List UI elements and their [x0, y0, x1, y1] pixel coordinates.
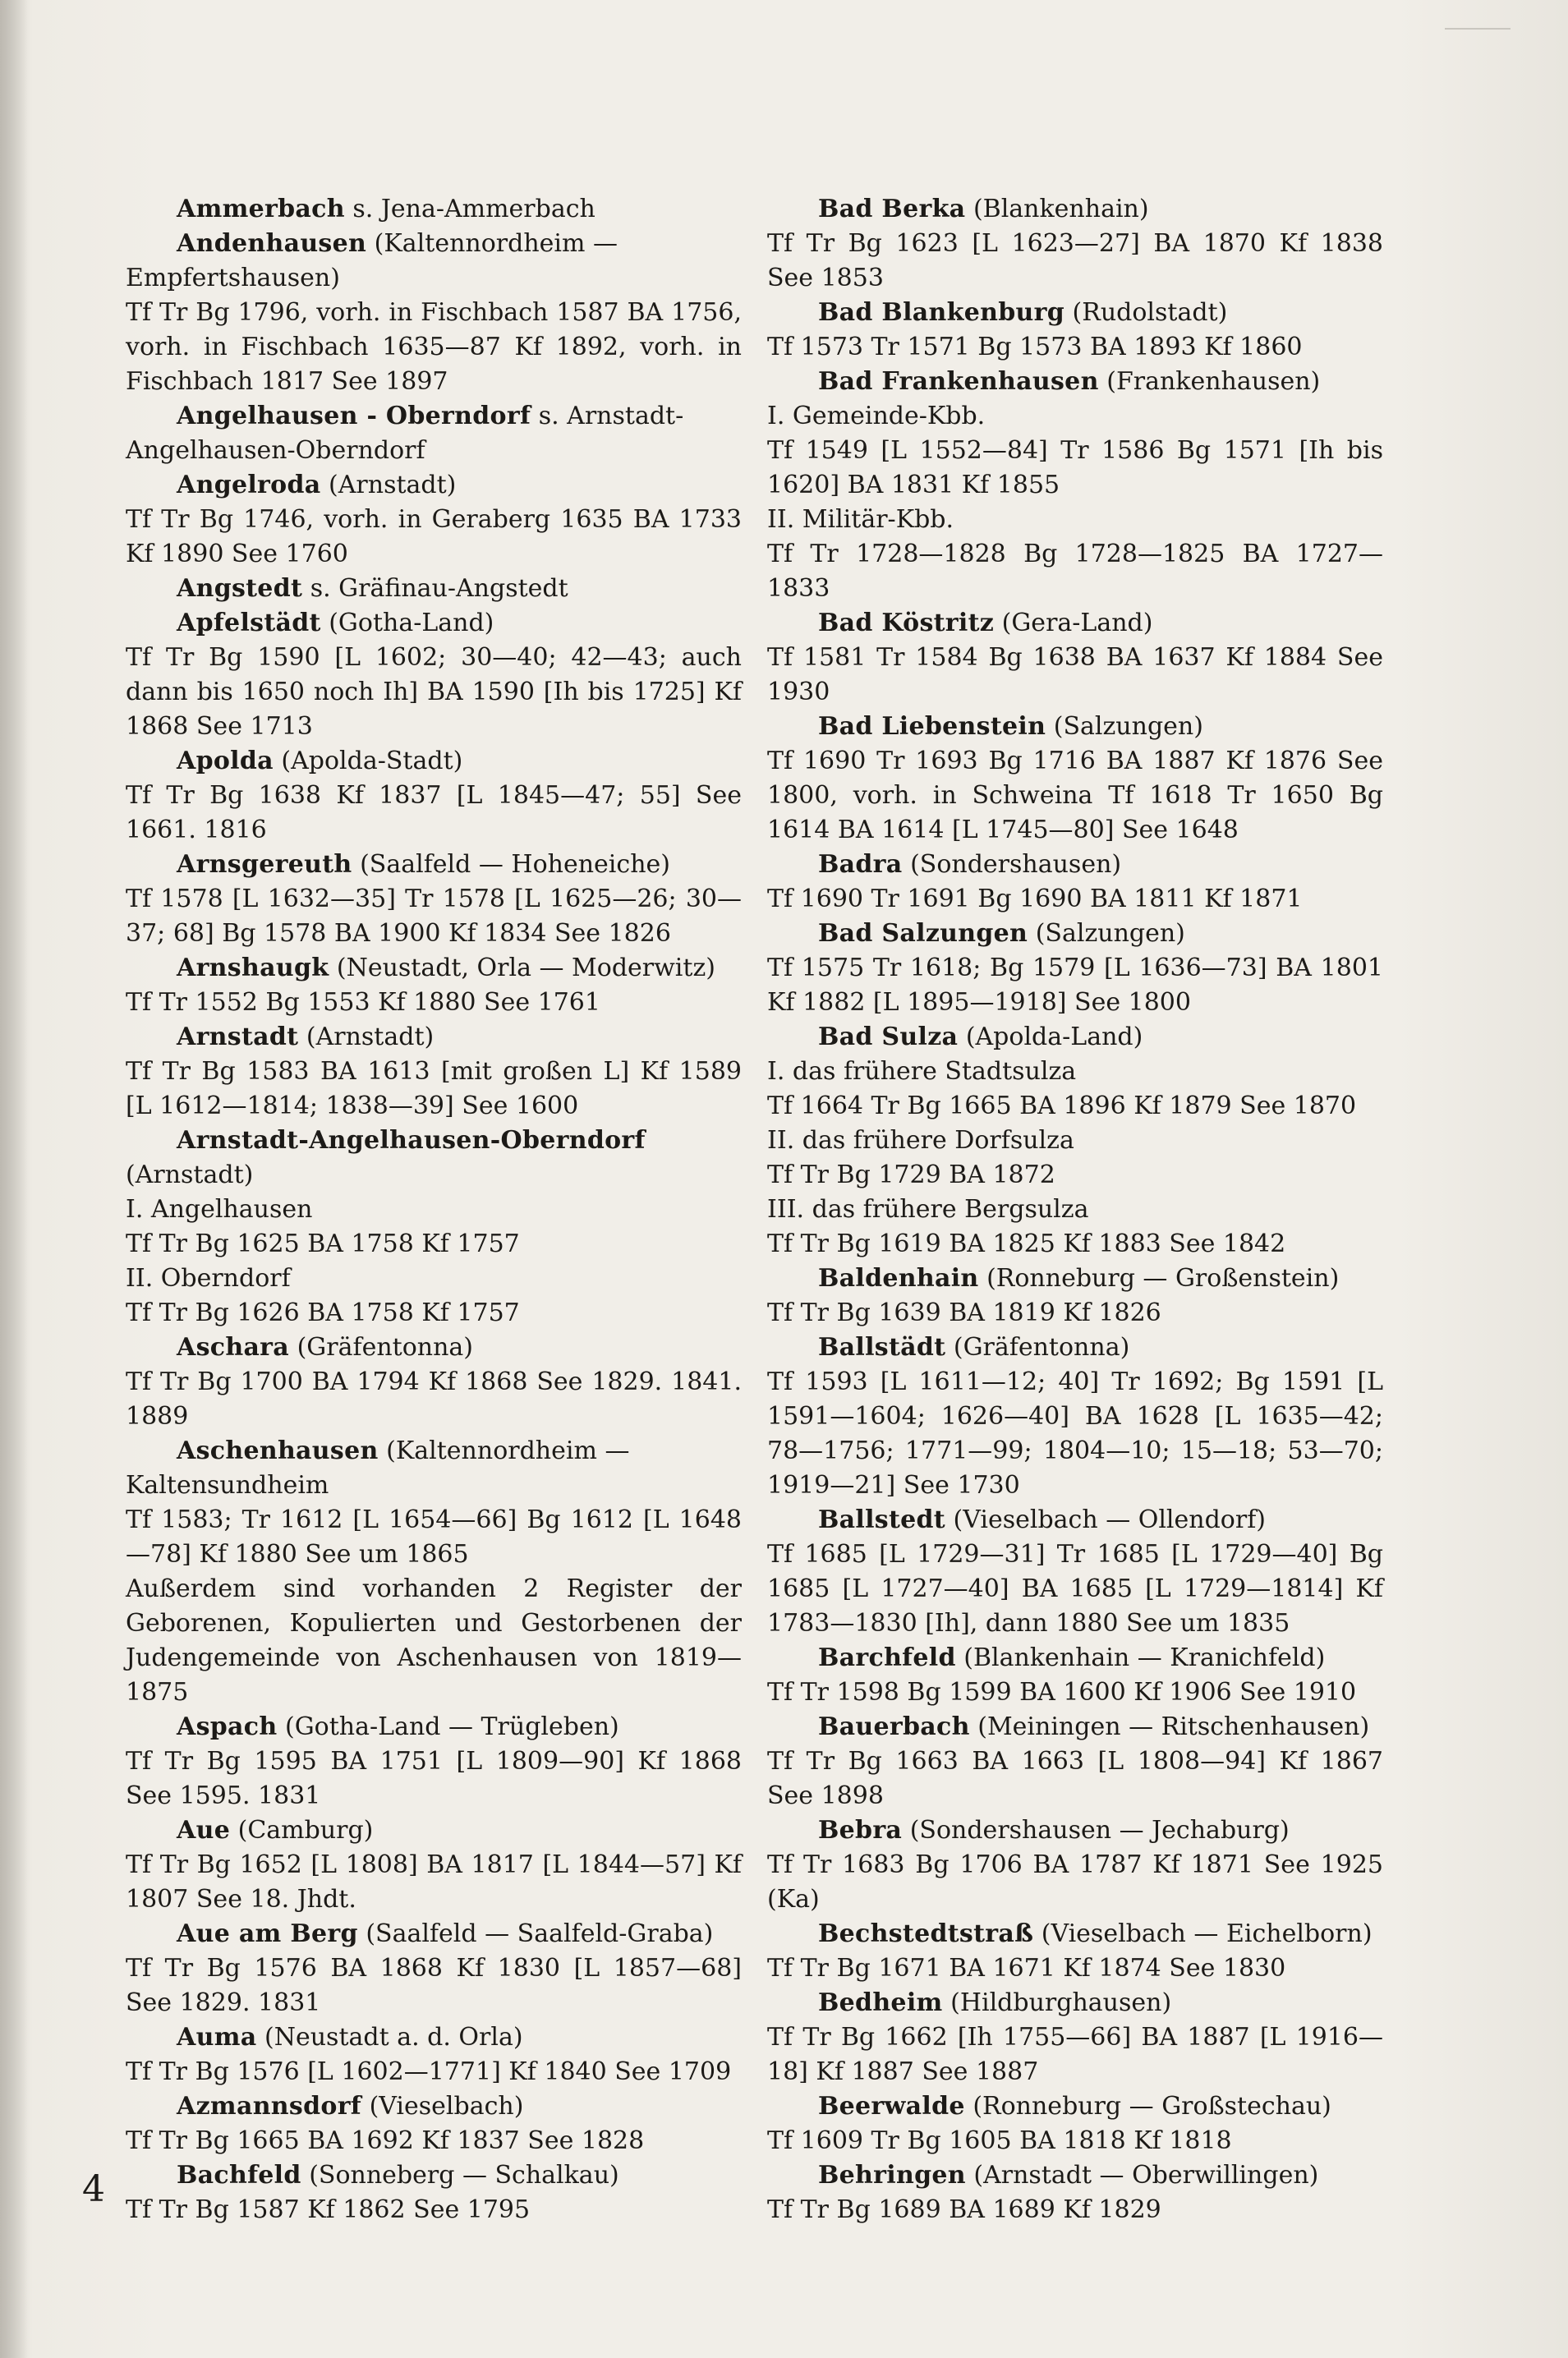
place-name: Bad Sulza: [818, 1023, 959, 1051]
place-location: s. Jena-Ammerbach: [352, 195, 595, 223]
place-name: Apolda: [177, 747, 274, 775]
left-column: [126, 192, 742, 2227]
entry-heading: [126, 192, 742, 227]
place-name: Ammerbach: [177, 195, 345, 223]
register-entry: [126, 2089, 742, 2158]
record-details: Tf 1664 Tr Bg 1665 BA 1896 Kf 1879 See 1870: [767, 1092, 1357, 1120]
record-details: Tf Tr Bg 1796, vorh. in Fischbach 1587 BA 1756, vorh. in Fischbach 1635—87 Kf 1892, vorh. in Fischbach 1817 See 1897: [126, 298, 742, 396]
place-name: Bad Liebenstein: [818, 712, 1046, 741]
place-location: s. Arnstadt-Angelhausen-Oberndorf: [126, 402, 684, 465]
entry-heading: [767, 1503, 1383, 1538]
register-entry: [767, 917, 1383, 1020]
register-entry: [767, 1986, 1383, 2089]
place-location: (Salzungen): [1035, 919, 1185, 948]
entry-heading: [767, 1813, 1383, 1848]
subsection-label: I. Gemeinde-Kbb.: [767, 402, 986, 430]
entry-heading: [767, 1020, 1383, 1055]
entry-heading: [126, 1331, 742, 1365]
register-entry: [767, 192, 1383, 296]
register-entry: [126, 192, 742, 227]
register-entry: [126, 744, 742, 848]
entry-heading: [126, 951, 742, 986]
register-entry: [126, 848, 742, 951]
place-name: Bechstedtstraß: [818, 1919, 1034, 1948]
right-column: [767, 192, 1383, 2227]
place-name: Auma: [177, 2023, 257, 2052]
place-location: (Gera-Land): [1001, 609, 1153, 637]
place-name: Arnsgereuth: [177, 850, 352, 879]
place-location: s. Gräfinau-Angstedt: [310, 574, 568, 603]
register-entry: [767, 710, 1383, 848]
register-entry: [767, 296, 1383, 365]
record-details: Tf 1609 Tr Bg 1605 BA 1818 Kf 1818: [767, 2126, 1232, 2155]
entry-heading: [126, 1917, 742, 1951]
place-name: Bedheim: [818, 1988, 943, 2017]
record-details: Tf Tr Bg 1623 [L 1623—27] BA 1870 Kf 1838 See 1853: [767, 229, 1383, 292]
place-name: Bebra: [818, 1816, 903, 1845]
register-entry: [767, 606, 1383, 710]
register-entry: [767, 1813, 1383, 1917]
entry-heading: [767, 1641, 1383, 1675]
place-name: Angelhausen - Oberndorf: [177, 402, 531, 430]
record-details: Tf 1581 Tr 1584 Bg 1638 BA 1637 Kf 1884 See 1930: [767, 643, 1383, 706]
place-location: (Gotha-Land — Trügleben): [285, 1712, 619, 1741]
register-entry: [767, 848, 1383, 917]
place-name: Aue: [177, 1816, 231, 1845]
place-location: (Blankenhain): [973, 195, 1149, 223]
record-details: Tf 1690 Tr 1691 Bg 1690 BA 1811 Kf 1871: [767, 885, 1303, 913]
place-location: (Apolda-Stadt): [281, 747, 463, 775]
entry-heading: [767, 1262, 1383, 1296]
place-location: (Arnstadt): [329, 471, 457, 499]
register-entry: [126, 606, 742, 744]
entry-heading: [126, 1434, 742, 1503]
record-details: Tf Tr Bg 1576 BA 1868 Kf 1830 [L 1857—68] See 1829. 1831: [126, 1954, 742, 2017]
record-details: Tf Tr Bg 1639 BA 1819 Kf 1826: [767, 1299, 1161, 1327]
subsection-label: II. Militär-Kbb.: [767, 505, 954, 534]
place-location: (Sonneberg — Schalkau): [309, 2161, 619, 2190]
place-location: (Kaltennordheim — Kaltensundheim: [126, 1436, 630, 1500]
place-name: Beerwalde: [818, 2092, 965, 2121]
entry-heading: [767, 1710, 1383, 1744]
record-details: Tf 1578 [L 1632—35] Tr 1578 [L 1625—26; 30—37; 68] Bg 1578 BA 1900 Kf 1834 See 1826: [126, 885, 742, 948]
record-details: Tf Tr Bg 1663 BA 1663 [L 1808—94] Kf 1867 See 1898: [767, 1747, 1383, 1810]
place-location: (Sondershausen): [910, 850, 1122, 879]
register-entry: [126, 227, 742, 399]
register-entry: [767, 2089, 1383, 2158]
register-entry: [767, 365, 1383, 606]
place-location: (Gräfentonna): [297, 1333, 474, 1362]
place-location: (Gräfentonna): [953, 1333, 1130, 1362]
record-details: Tf Tr Bg 1638 Kf 1837 [L 1845—47; 55] See 1661. 1816: [126, 781, 742, 844]
place-name: Bad Blankenburg: [818, 298, 1064, 327]
place-name: Aschara: [177, 1333, 290, 1362]
register-entry: [767, 1262, 1383, 1331]
record-details: Tf Tr Bg 1729 BA 1872: [767, 1161, 1055, 1189]
entry-heading: [126, 399, 742, 468]
entry-heading: [767, 917, 1383, 951]
place-name: Arnstadt: [177, 1023, 299, 1051]
entry-heading: [126, 1813, 742, 1848]
register-entry: [767, 1503, 1383, 1641]
place-location: (Vieselbach): [369, 2092, 524, 2121]
register-entry: [126, 468, 742, 572]
place-location: (Apolda-Land): [965, 1023, 1143, 1051]
place-name: Angstedt: [177, 574, 303, 603]
register-entry: [767, 1641, 1383, 1710]
record-details: Tf 1583; Tr 1612 [L 1654—66] Bg 1612 [L 1648—78] Kf 1880 See um 1865: [126, 1505, 742, 1569]
place-name: Bad Salzungen: [818, 919, 1028, 948]
register-entry: [126, 399, 742, 468]
record-details: Tf Tr Bg 1689 BA 1689 Kf 1829: [767, 2195, 1161, 2224]
record-details: Tf Tr Bg 1746, vorh. in Geraberg 1635 BA 1733 Kf 1890 See 1760: [126, 505, 742, 568]
entry-heading: [767, 2158, 1383, 2193]
entry-heading: [767, 710, 1383, 744]
register-entry: [126, 1020, 742, 1124]
entry-heading: [126, 2020, 742, 2055]
place-name: Ballstädt: [818, 1333, 946, 1362]
entry-heading: [126, 2089, 742, 2124]
entry-heading: [126, 2158, 742, 2193]
record-details: Tf Tr 1552 Bg 1553 Kf 1880 See 1761: [126, 988, 600, 1017]
record-details: Tf Tr Bg 1700 BA 1794 Kf 1868 See 1829. 1841. 1889: [126, 1367, 742, 1431]
record-details: Tf Tr Bg 1662 [Ih 1755—66] BA 1887 [L 1916—18] Kf 1887 See 1887: [767, 2023, 1383, 2086]
binding-shadow: [0, 0, 28, 2358]
record-details: Tf 1685 [L 1729—31] Tr 1685 [L 1729—40] Bg 1685 [L 1727—40] BA 1685 [L 1729—1814] Kf 1783—1830 [Ih], dann 1880 See um 1835: [767, 1540, 1383, 1638]
place-name: Barchfeld: [818, 1643, 956, 1672]
entry-heading: [767, 1331, 1383, 1365]
register-entry: [126, 572, 742, 606]
register-entry: [126, 1124, 742, 1331]
record-details: Tf Tr Bg 1665 BA 1692 Kf 1837 See 1828: [126, 2126, 645, 2155]
place-location: (Camburg): [237, 1816, 374, 1845]
register-entry: [767, 1917, 1383, 1986]
entry-heading: [767, 1986, 1383, 2020]
entry-heading: [126, 1020, 742, 1055]
subsection-label: II. Oberndorf: [126, 1264, 291, 1293]
place-location: (Vieselbach — Eichelborn): [1041, 1919, 1373, 1948]
subsection-label: I. das frühere Stadtsulza: [767, 1057, 1077, 1086]
place-location: (Frankenhausen): [1106, 367, 1321, 396]
record-details: Tf Tr Bg 1625 BA 1758 Kf 1757: [126, 1230, 520, 1258]
place-name: Baldenhain: [818, 1264, 979, 1293]
place-name: Bad Frankenhausen: [818, 367, 1099, 396]
entry-heading: [767, 192, 1383, 227]
place-name: Andenhausen: [177, 229, 367, 258]
entry-heading: [767, 2089, 1383, 2124]
entry-heading: [767, 848, 1383, 882]
place-name: Ballstedt: [818, 1505, 945, 1534]
register-entry: [126, 1331, 742, 1434]
place-name: Behringen: [818, 2161, 966, 2190]
record-details: Tf Tr 1683 Bg 1706 BA 1787 Kf 1871 See 1925 (Ka): [767, 1850, 1383, 1914]
place-name: Bauerbach: [818, 1712, 970, 1741]
place-location: (Gotha-Land): [329, 609, 494, 637]
register-entry: [767, 1331, 1383, 1503]
place-location: (Neustadt a. d. Orla): [264, 2023, 523, 2052]
record-details: Tf Tr Bg 1652 [L 1808] BA 1817 [L 1844—57] Kf 1807 See 18. Jhdt.: [126, 1850, 742, 1914]
place-name: Aue am Berg: [177, 1919, 358, 1948]
entry-heading: [767, 296, 1383, 330]
place-location: (Ronneburg — Großstechau): [973, 2092, 1331, 2121]
place-name: Azmannsdorf: [177, 2092, 362, 2121]
place-name: Bad Köstritz: [818, 609, 995, 637]
entry-heading: [126, 744, 742, 779]
entry-heading: [767, 1917, 1383, 1951]
register-entry: [126, 1813, 742, 1917]
place-location: (Blankenhain — Kranichfeld): [963, 1643, 1326, 1672]
entry-heading: [767, 606, 1383, 641]
entry-heading: [126, 848, 742, 882]
place-location: (Salzungen): [1053, 712, 1203, 741]
record-details: Außerdem sind vorhanden 2 Register der Geborenen, Kopulierten und Gestorbenen der Judengemeinde von Aschenhausen von 1819—1875: [126, 1574, 742, 1707]
place-location: (Saalfeld — Saalfeld-Graba): [366, 1919, 714, 1948]
register-entry: [126, 1710, 742, 1813]
edge-mark: [1445, 28, 1511, 30]
place-location: (Neustadt, Orla — Moderwitz): [336, 954, 715, 982]
place-location: (Rudolstadt): [1072, 298, 1228, 327]
place-location: (Ronneburg — Großenstein): [986, 1264, 1340, 1293]
record-details: Tf Tr Bg 1583 BA 1613 [mit großen L] Kf 1589 [L 1612—1814; 1838—39] See 1600: [126, 1057, 742, 1120]
entry-heading: [126, 227, 742, 296]
place-location: (Hildburghausen): [950, 1988, 1172, 2017]
place-name: Aschenhausen: [177, 1436, 379, 1465]
place-location: (Saalfeld — Hoheneiche): [360, 850, 670, 879]
place-location: (Meiningen — Ritschenhausen): [977, 1712, 1370, 1741]
record-details: Tf 1549 [L 1552—84] Tr 1586 Bg 1571 [Ih bis 1620] BA 1831 Kf 1855: [767, 436, 1383, 499]
record-details: Tf 1573 Tr 1571 Bg 1573 BA 1893 Kf 1860: [767, 333, 1303, 361]
record-details: Tf 1593 [L 1611—12; 40] Tr 1692; Bg 1591 [L 1591—1604; 1626—40] BA 1628 [L 1635—42; 78—1756; 1771—99; 1804—10; 15—18; 53—70; 1919—21] See 1730: [767, 1367, 1383, 1500]
record-details: Tf 1690 Tr 1693 Bg 1716 BA 1887 Kf 1876 See 1800, vorh. in Schweina Tf 1618 Tr 1650 Bg 1614 BA 1614 [L 1745—80] See 1648: [767, 747, 1383, 844]
entry-heading: [126, 572, 742, 606]
record-details: Tf Tr Bg 1619 BA 1825 Kf 1883 See 1842: [767, 1230, 1286, 1258]
place-name: Arnstadt-Angelhausen-Oberndorf: [177, 1126, 646, 1155]
place-name: Arnshaugk: [177, 954, 329, 982]
register-entry: [126, 2020, 742, 2089]
entry-heading: [126, 606, 742, 641]
register-entry: [126, 1434, 742, 1710]
place-name: Bad Berka: [818, 195, 966, 223]
place-name: Bachfeld: [177, 2161, 301, 2190]
entry-heading: [126, 468, 742, 503]
record-details: Tf Tr Bg 1590 [L 1602; 30—40; 42—43; auch dann bis 1650 noch Ih] BA 1590 [Ih bis 1725] Kf 1868 See 1713: [126, 643, 742, 741]
entry-heading: [767, 365, 1383, 399]
register-entry: [767, 1710, 1383, 1813]
place-name: Badra: [818, 850, 903, 879]
page-number: 4: [82, 2168, 105, 2210]
place-location: (Kaltennordheim — Empfertshausen): [126, 229, 618, 292]
register-entry: [126, 1917, 742, 2020]
subsection-label: II. das frühere Dorfsulza: [767, 1126, 1074, 1155]
register-entry: [767, 1020, 1383, 1262]
record-details: Tf Tr 1598 Bg 1599 BA 1600 Kf 1906 See 1910: [767, 1678, 1357, 1707]
subsection-label: I. Angelhausen: [126, 1195, 313, 1224]
subsection-label: III. das frühere Bergsulza: [767, 1195, 1089, 1224]
place-location: (Arnstadt): [126, 1161, 254, 1189]
record-details: Tf Tr Bg 1626 BA 1758 Kf 1757: [126, 1299, 520, 1327]
place-name: Aspach: [177, 1712, 278, 1741]
record-details: Tf 1575 Tr 1618; Bg 1579 [L 1636—73] BA 1801 Kf 1882 [L 1895—1918] See 1800: [767, 954, 1383, 1017]
entry-heading: [126, 1710, 742, 1744]
record-details: Tf Tr Bg 1587 Kf 1862 See 1795: [126, 2195, 531, 2224]
register-entry: [126, 951, 742, 1020]
record-details: Tf Tr Bg 1595 BA 1751 [L 1809—90] Kf 1868 See 1595. 1831: [126, 1747, 742, 1810]
record-details: Tf Tr 1728—1828 Bg 1728—1825 BA 1727—1833: [767, 540, 1383, 603]
record-details: Tf Tr Bg 1671 BA 1671 Kf 1874 See 1830: [767, 1954, 1286, 1983]
place-location: (Arnstadt — Oberwillingen): [973, 2161, 1319, 2190]
entry-heading: [126, 1124, 742, 1193]
register-entry: [126, 2158, 742, 2227]
record-details: Tf Tr Bg 1576 [L 1602—1771] Kf 1840 See 1709: [126, 2057, 732, 2086]
place-name: Angelroda: [177, 471, 321, 499]
register-entry: [767, 2158, 1383, 2227]
place-location: (Sondershausen — Jechaburg): [909, 1816, 1290, 1845]
place-location: (Arnstadt): [306, 1023, 435, 1051]
place-location: (Vieselbach — Ollendorf): [953, 1505, 1267, 1534]
place-name: Apfelstädt: [177, 609, 321, 637]
